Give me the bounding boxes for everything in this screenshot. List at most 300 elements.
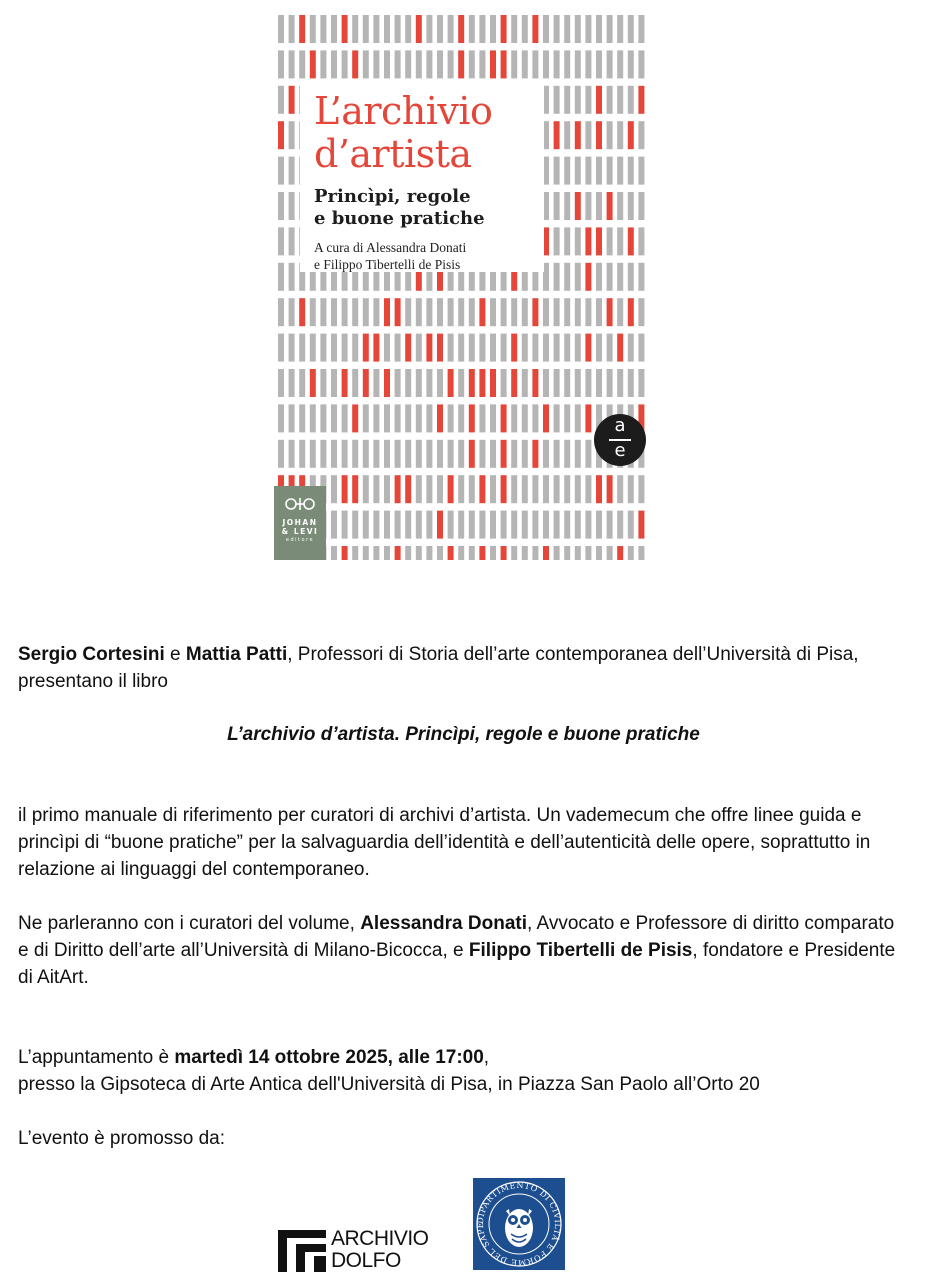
cover-bar — [628, 121, 634, 149]
cover-bar — [289, 157, 295, 185]
cover-bar — [448, 546, 454, 560]
cover-bar — [554, 334, 560, 362]
cover-bar — [342, 298, 348, 326]
cover-bar — [607, 157, 613, 185]
cover-bar — [405, 369, 411, 397]
cover-bar — [554, 440, 560, 468]
cover-bar — [532, 546, 538, 560]
cover-bar — [479, 511, 485, 539]
cover-bar — [532, 404, 538, 432]
cover-bar — [373, 511, 379, 539]
publisher-mark-icon — [282, 496, 318, 512]
cover-bar — [564, 157, 570, 185]
cover-bar — [564, 86, 570, 114]
cover-bar — [575, 121, 581, 149]
cover-bar — [384, 15, 390, 43]
intro-and: e — [164, 644, 186, 665]
cover-bar — [479, 404, 485, 432]
cover-bar — [342, 404, 348, 432]
cover-bar — [458, 334, 464, 362]
cover-bar — [458, 298, 464, 326]
cover-bar — [289, 192, 295, 220]
cover-bar — [278, 298, 284, 326]
cover-bar — [511, 546, 517, 560]
cover-bar — [299, 369, 305, 397]
cover-bar — [310, 298, 316, 326]
cover-bar — [395, 404, 401, 432]
cover-bar — [342, 15, 348, 43]
cover-bar — [585, 263, 591, 291]
cover-bar — [564, 192, 570, 220]
description-paragraph: il primo manuale di riferimento per curatori di archivi d’artista. Un vademecum che offre linee guida e princìpi di “buone pratiche” per la salvaguardia dell’identità e dell’autenticità delle opere, soprattutto in relazione ai linguaggi del contemporaneo. — [18, 805, 871, 880]
cover-bar — [564, 440, 570, 468]
cover-bar — [607, 15, 613, 43]
cover-bar — [596, 475, 602, 503]
cover-bar — [596, 369, 602, 397]
cover-bar — [416, 15, 422, 43]
cover-bar — [416, 404, 422, 432]
archivio-dolfo-logo — [278, 1228, 448, 1274]
cover-bar — [607, 298, 613, 326]
cover-bar — [585, 546, 591, 560]
cover-bar — [278, 227, 284, 255]
cover-bar — [299, 334, 305, 362]
appointment-pre: L’appuntamento è — [18, 1047, 175, 1068]
cover-bar — [469, 334, 475, 362]
cover-bar — [289, 440, 295, 468]
cover-title-box — [300, 82, 544, 272]
cover-bar — [628, 227, 634, 255]
cover-bar — [511, 440, 517, 468]
cover-bar — [607, 511, 613, 539]
cover-bar — [320, 15, 326, 43]
cover-bar — [554, 121, 560, 149]
speaker-name-1: Sergio Cortesini — [18, 644, 165, 665]
cover-bar — [395, 546, 401, 560]
cover-bar — [628, 50, 634, 78]
cover-bar — [490, 546, 496, 560]
cover-bar — [278, 86, 284, 114]
cover-bar — [543, 546, 549, 560]
cover-bar — [638, 121, 644, 149]
cover-bar — [426, 475, 432, 503]
cover-bar — [596, 511, 602, 539]
cover-bar — [352, 511, 358, 539]
cover-bar — [299, 15, 305, 43]
cover-bar — [511, 15, 517, 43]
cover-bar — [416, 475, 422, 503]
cover-bar — [617, 192, 623, 220]
cover-bar — [585, 227, 591, 255]
cover-bar — [575, 546, 581, 560]
cover-bar — [299, 440, 305, 468]
cover-bar — [522, 334, 528, 362]
cover-bar — [278, 263, 284, 291]
cover-bar — [289, 298, 295, 326]
cover-bar — [458, 15, 464, 43]
cover-bar — [416, 50, 422, 78]
cover-bar — [628, 15, 634, 43]
cover-bar — [607, 50, 613, 78]
cover-bar — [426, 298, 432, 326]
cover-bar — [448, 334, 454, 362]
cover-bar — [532, 475, 538, 503]
cover-bar — [501, 369, 507, 397]
cover-bar — [585, 192, 591, 220]
cover-bar — [479, 298, 485, 326]
cover-bar — [416, 440, 422, 468]
cover-bar — [448, 15, 454, 43]
cover-bar — [564, 511, 570, 539]
cover-bar — [638, 369, 644, 397]
cover-bar — [310, 440, 316, 468]
cover-bar — [363, 50, 369, 78]
cover-bar — [543, 475, 549, 503]
cover-bar — [596, 15, 602, 43]
cover-bar — [617, 298, 623, 326]
cover-bar — [331, 546, 337, 560]
cover-bar — [501, 298, 507, 326]
cover-bar — [395, 475, 401, 503]
cover-bar — [585, 334, 591, 362]
cover-bar — [363, 475, 369, 503]
cover-bar — [437, 50, 443, 78]
cover-bar — [448, 50, 454, 78]
cover-bar — [501, 475, 507, 503]
cover-bar — [405, 298, 411, 326]
cover-bar — [543, 334, 549, 362]
cover-bar — [532, 334, 538, 362]
cover-bar — [575, 298, 581, 326]
cover-bar — [554, 227, 560, 255]
cover-bar — [575, 334, 581, 362]
cover-bar — [617, 227, 623, 255]
cover-bar — [575, 227, 581, 255]
cover-bar — [469, 369, 475, 397]
cover-bar — [469, 404, 475, 432]
ae-badge-logo — [594, 414, 646, 466]
cover-bar — [490, 511, 496, 539]
discussion-mid: , Avvocato e Professore di diritto comparato e di Diritto dell’arte all’Università di Milano-Bicocca, e — [18, 913, 895, 961]
cover-bar — [384, 369, 390, 397]
cover-bar — [331, 475, 337, 503]
cover-bar — [331, 440, 337, 468]
cover-bar — [638, 334, 644, 362]
cover-bar — [532, 15, 538, 43]
cover-bar — [448, 404, 454, 432]
cover-bar — [448, 440, 454, 468]
cover-bar — [352, 440, 358, 468]
cover-bar — [564, 475, 570, 503]
cover-bar — [628, 263, 634, 291]
cover-bar — [617, 546, 623, 560]
cover-bar — [543, 50, 549, 78]
seal-text: DIPARTIMENTO DI CIVILTÀ E FORME DEL SAPE — [475, 1180, 563, 1268]
cover-bar — [278, 192, 284, 220]
cover-bar — [395, 511, 401, 539]
cover-bar — [511, 475, 517, 503]
cover-bar — [373, 475, 379, 503]
cover-bar — [342, 369, 348, 397]
cover-bar — [479, 546, 485, 560]
cover-bar — [596, 227, 602, 255]
discussion-post: , fondatore e Presidente di AitArt. — [18, 940, 896, 988]
cover-bar — [501, 546, 507, 560]
cover-bar — [628, 334, 634, 362]
cover-bar — [384, 298, 390, 326]
cover-bar — [617, 475, 623, 503]
cover-bar — [479, 15, 485, 43]
cover-bar — [501, 50, 507, 78]
cover-bar — [596, 546, 602, 560]
cover-bar — [331, 50, 337, 78]
cover-bar — [405, 404, 411, 432]
cover-bar — [490, 334, 496, 362]
cover-bar — [363, 546, 369, 560]
cover-bar — [405, 15, 411, 43]
cover-bar — [501, 440, 507, 468]
cover-bar — [511, 511, 517, 539]
cover-bar — [607, 369, 613, 397]
cover-bar — [352, 15, 358, 43]
cover-bar — [352, 298, 358, 326]
publisher-sub: editore — [285, 537, 315, 543]
cover-bar — [437, 546, 443, 560]
cover-subtitle: Princìpi, regole e buone pratiche — [314, 186, 485, 229]
cover-bar — [384, 334, 390, 362]
curator-name-2: Filippo Tibertelli de Pisis — [468, 940, 693, 961]
cover-bar — [522, 511, 528, 539]
cover-bar — [607, 546, 613, 560]
cover-bar — [554, 475, 560, 503]
archivio-dolfo-mark-icon — [278, 1230, 326, 1272]
cover-bar — [342, 546, 348, 560]
cover-bar — [448, 298, 454, 326]
cover-bar — [278, 404, 284, 432]
cover-bar — [289, 263, 295, 291]
cover-bar — [585, 157, 591, 185]
cover-bar — [320, 50, 326, 78]
cover-bar — [437, 334, 443, 362]
cover-bar — [585, 369, 591, 397]
cover-bar — [532, 369, 538, 397]
cover-bar — [585, 511, 591, 539]
cover-bar — [638, 263, 644, 291]
cover-bar — [384, 440, 390, 468]
cover-bar — [564, 369, 570, 397]
cover-bar — [638, 15, 644, 43]
curator-name-1: Alessandra Donati — [360, 913, 528, 934]
cover-bar — [320, 334, 326, 362]
cover-bar — [543, 511, 549, 539]
cover-bar — [638, 50, 644, 78]
cover-bar — [628, 475, 634, 503]
cover-bar — [373, 50, 379, 78]
cover-bar — [501, 511, 507, 539]
cover-bar — [511, 50, 517, 78]
cover-bar — [342, 440, 348, 468]
cover-bar — [278, 157, 284, 185]
cover-bar — [331, 511, 337, 539]
cover-bar — [564, 334, 570, 362]
cover-bar — [437, 475, 443, 503]
cover-bar — [299, 298, 305, 326]
cover-bar — [564, 227, 570, 255]
cover-bar — [469, 546, 475, 560]
cover-bar — [289, 15, 295, 43]
cover-bar — [543, 404, 549, 432]
cover-bar — [532, 298, 538, 326]
cover-bar — [278, 334, 284, 362]
cover-bar — [278, 369, 284, 397]
cover-bar — [554, 50, 560, 78]
cover-bar — [405, 334, 411, 362]
cover-bar — [628, 192, 634, 220]
cover-bar — [320, 369, 326, 397]
cover-bar — [575, 50, 581, 78]
cover-bar — [458, 511, 464, 539]
cover-bar — [564, 298, 570, 326]
cover-bar — [628, 369, 634, 397]
cover-bar — [585, 298, 591, 326]
cover-bar — [554, 298, 560, 326]
cover-bar — [522, 15, 528, 43]
cover-title: L’archivio d’artista — [314, 89, 493, 176]
cover-bar — [405, 546, 411, 560]
cover-bar — [363, 334, 369, 362]
cover-bar — [426, 546, 432, 560]
cover-bar — [469, 440, 475, 468]
cover-bar — [363, 511, 369, 539]
cover-bar — [373, 546, 379, 560]
cover-bar — [522, 475, 528, 503]
cover-bar — [289, 50, 295, 78]
cover-bar — [596, 263, 602, 291]
cover-bar — [373, 298, 379, 326]
cover-bar — [638, 298, 644, 326]
cover-bar — [575, 15, 581, 43]
cover-bar — [479, 475, 485, 503]
cover-bar — [479, 334, 485, 362]
cover-bar — [426, 404, 432, 432]
cover-bar — [395, 334, 401, 362]
publisher-name: JOHAN & LEVI — [281, 518, 319, 536]
cover-bar — [416, 511, 422, 539]
cover-bar — [501, 404, 507, 432]
cover-bar — [554, 546, 560, 560]
appointment-where: presso la Gipsoteca di Arte Antica dell'Università di Pisa, in Piazza San Paolo all’Orto 20 — [18, 1074, 760, 1095]
cover-bar — [384, 475, 390, 503]
cover-bar — [426, 511, 432, 539]
cover-bar — [617, 157, 623, 185]
cover-bar — [416, 546, 422, 560]
cover-bar — [458, 404, 464, 432]
cover-bar — [405, 50, 411, 78]
cover-bar — [522, 369, 528, 397]
cover-bar — [511, 404, 517, 432]
intro-rest: , Professori di Storia dell’arte contemporanea dell’Università di Pisa, presentano il libro — [18, 644, 859, 692]
cover-bar — [564, 15, 570, 43]
cover-bar — [469, 298, 475, 326]
cover-bar — [458, 475, 464, 503]
badge-letter-a: a — [614, 415, 626, 436]
cover-bar — [617, 50, 623, 78]
cover-bar — [320, 298, 326, 326]
cover-bar — [596, 192, 602, 220]
cover-bar — [299, 404, 305, 432]
cover-bar — [522, 50, 528, 78]
cover-bar — [479, 440, 485, 468]
cover-bar — [575, 404, 581, 432]
cover-bar — [607, 227, 613, 255]
cover-bar — [278, 50, 284, 78]
cover-bar — [458, 546, 464, 560]
cover-bar — [426, 50, 432, 78]
cover-bar — [564, 50, 570, 78]
cover-bar — [289, 369, 295, 397]
cover-bar — [638, 157, 644, 185]
cover-bar — [617, 334, 623, 362]
cover-bar — [575, 440, 581, 468]
cover-bar — [596, 121, 602, 149]
cover-bar — [437, 298, 443, 326]
cover-bar — [416, 334, 422, 362]
cover-bar — [310, 404, 316, 432]
cover-bar — [363, 15, 369, 43]
cover-bar — [628, 86, 634, 114]
cover-bar — [532, 440, 538, 468]
cover-bar — [596, 50, 602, 78]
cover-bar — [554, 157, 560, 185]
cover-bar — [585, 50, 591, 78]
cover-bar — [490, 15, 496, 43]
cover-bar — [511, 334, 517, 362]
cover-bar — [363, 298, 369, 326]
cover-bar — [331, 369, 337, 397]
cover-bar — [373, 404, 379, 432]
cover-bar — [564, 404, 570, 432]
cover-bar — [278, 121, 284, 149]
cover-bar — [437, 404, 443, 432]
cover-bar — [638, 546, 644, 560]
cover-bar — [596, 86, 602, 114]
cover-bar — [543, 15, 549, 43]
cover-bar — [554, 192, 560, 220]
book-title: L’archivio d’artista. Princìpi, regole e buone pratiche — [227, 724, 700, 745]
cover-bar — [522, 440, 528, 468]
cover-bar — [490, 50, 496, 78]
cover-bar — [617, 511, 623, 539]
cover-bar — [405, 475, 411, 503]
cover-bar — [426, 334, 432, 362]
cover-bar — [585, 404, 591, 432]
cover-bar — [596, 298, 602, 326]
cover-bar — [342, 334, 348, 362]
cover-bar — [575, 263, 581, 291]
cover-bar — [289, 86, 295, 114]
cover-bar — [638, 192, 644, 220]
cover-bar — [522, 404, 528, 432]
cover-bar — [320, 440, 326, 468]
cover-bar — [554, 369, 560, 397]
cover-bar — [585, 440, 591, 468]
cover-bar — [289, 227, 295, 255]
cover-bar — [543, 440, 549, 468]
appointment-paragraph — [18, 1044, 908, 1098]
cover-bar — [331, 298, 337, 326]
cover-bar — [310, 334, 316, 362]
cover-bar — [501, 15, 507, 43]
